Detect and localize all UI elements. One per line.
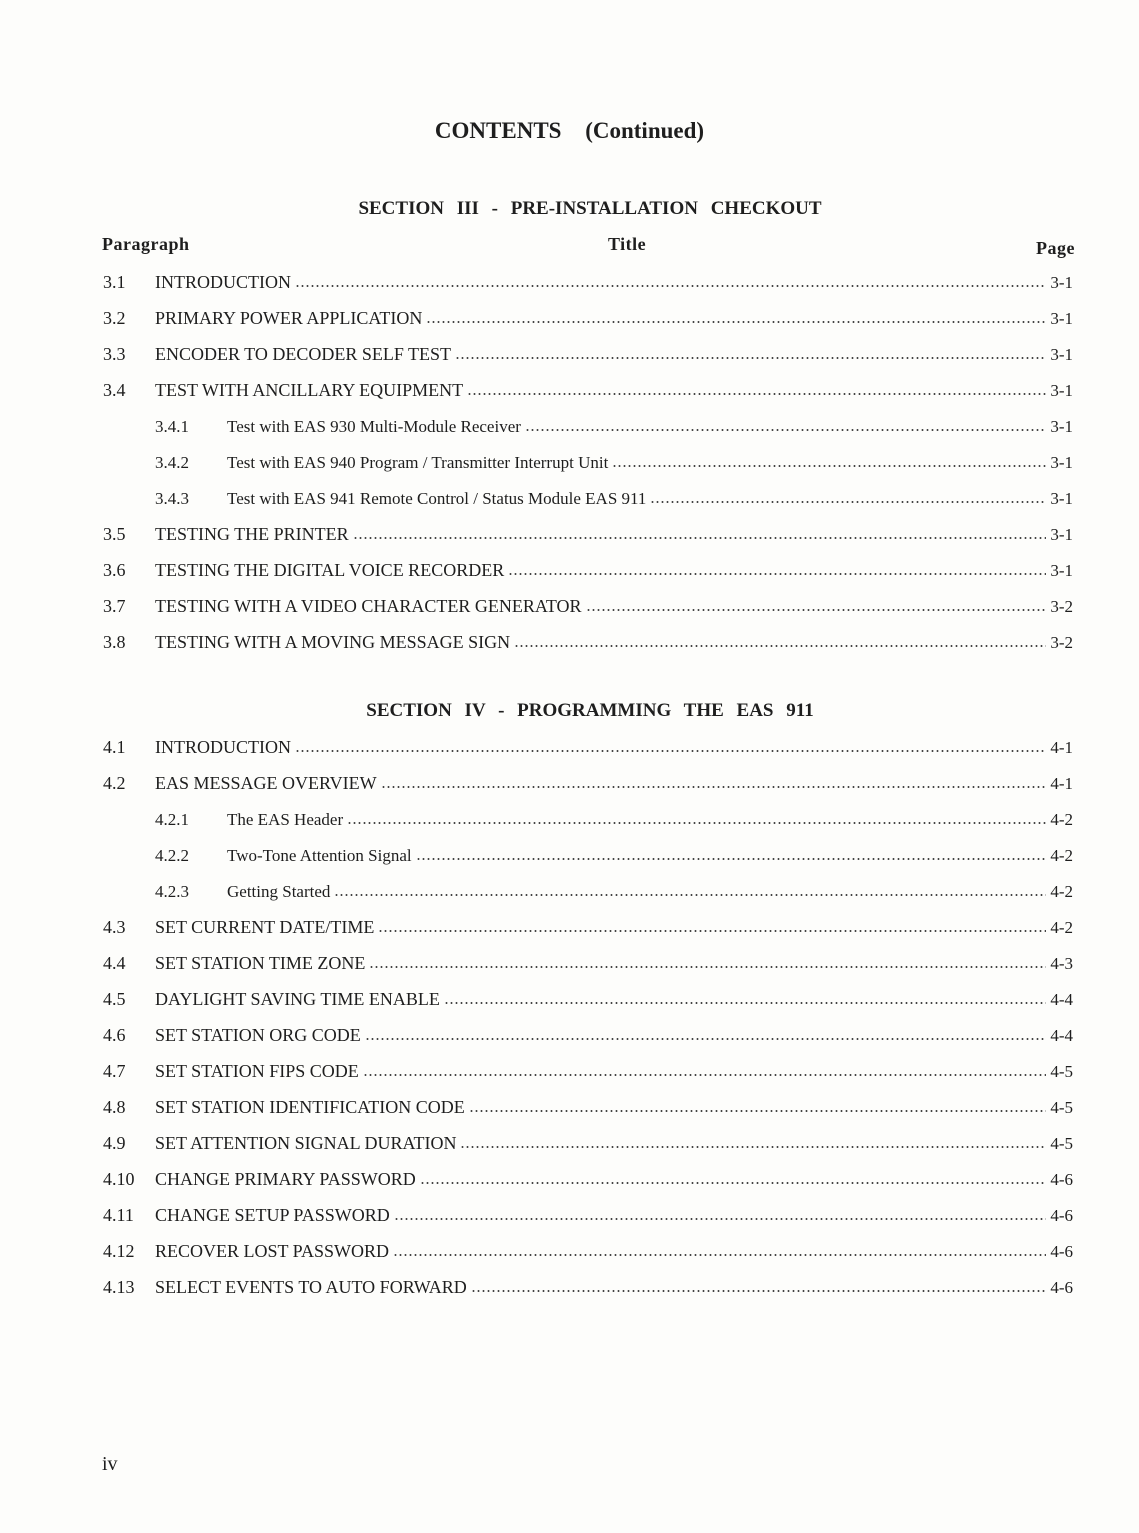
entry-title: TESTING WITH A VIDEO CHARACTER GENERATOR bbox=[155, 596, 582, 616]
entry-page: 4-1 bbox=[1050, 773, 1073, 793]
toc-entry[interactable] bbox=[103, 372, 1073, 408]
page-title: CONTENTS (Continued) bbox=[434, 118, 705, 143]
toc-entry[interactable] bbox=[103, 336, 1073, 372]
dot-leader bbox=[378, 929, 1046, 933]
entry-number: 4.1 bbox=[103, 737, 126, 757]
entry-page: 4-1 bbox=[1050, 737, 1073, 757]
dot-leader bbox=[381, 785, 1047, 789]
dot-leader bbox=[365, 1037, 1047, 1041]
entry-page: 4-3 bbox=[1050, 953, 1073, 973]
toc-subentry[interactable] bbox=[103, 444, 1073, 480]
column-header-paragraph: Paragraph bbox=[102, 234, 190, 254]
entry-page: 3-1 bbox=[1050, 452, 1073, 472]
toc-entry[interactable] bbox=[103, 1125, 1073, 1161]
entry-number: 3.4.1 bbox=[155, 416, 189, 436]
toc-subentry[interactable] bbox=[103, 873, 1073, 909]
entry-number: 3.8 bbox=[103, 632, 126, 652]
dot-leader bbox=[353, 536, 1047, 540]
dot-leader bbox=[586, 608, 1047, 612]
section-3-heading: SECTION III - PRE-INSTALLATION CHECKOUT bbox=[358, 198, 822, 219]
entry-page: 4-2 bbox=[1050, 809, 1073, 829]
entry-number: 4.2.3 bbox=[155, 881, 189, 901]
dot-leader bbox=[508, 572, 1046, 576]
entry-page: 4-5 bbox=[1050, 1133, 1073, 1153]
entry-page: 3-1 bbox=[1050, 524, 1073, 544]
toc-entry[interactable] bbox=[103, 945, 1073, 981]
entry-number: 4.10 bbox=[103, 1169, 135, 1189]
toc-subentry[interactable] bbox=[103, 801, 1073, 837]
toc-subentry[interactable] bbox=[103, 837, 1073, 873]
section-4-heading: SECTION IV - PROGRAMMING THE EAS 911 bbox=[366, 700, 814, 721]
toc-entry[interactable] bbox=[103, 1269, 1073, 1305]
toc-entry[interactable] bbox=[103, 1017, 1073, 1053]
entry-page: 4-6 bbox=[1050, 1241, 1073, 1261]
entry-page: 4-4 bbox=[1050, 989, 1073, 1009]
entry-title: DAYLIGHT SAVING TIME ENABLE bbox=[155, 989, 440, 1009]
toc-entry[interactable] bbox=[103, 981, 1073, 1017]
toc-entry[interactable] bbox=[103, 588, 1073, 624]
entry-title: Test with EAS 941 Remote Control / Status Module EAS 911 bbox=[227, 488, 647, 508]
section-4-toc bbox=[103, 729, 1073, 1305]
dot-leader bbox=[363, 1073, 1047, 1077]
entry-page: 3-1 bbox=[1050, 488, 1073, 508]
entry-page: 3-1 bbox=[1050, 344, 1073, 364]
toc-entry[interactable] bbox=[103, 1161, 1073, 1197]
dot-leader bbox=[295, 284, 1046, 288]
entry-title: Two-Tone Attention Signal bbox=[227, 845, 412, 865]
entry-number: 4.5 bbox=[103, 989, 126, 1009]
entry-number: 4.12 bbox=[103, 1241, 135, 1261]
toc-entry[interactable] bbox=[103, 1197, 1073, 1233]
dot-leader bbox=[426, 320, 1046, 324]
entry-title: TESTING WITH A MOVING MESSAGE SIGN bbox=[155, 632, 511, 652]
entry-title: SELECT EVENTS TO AUTO FORWARD bbox=[155, 1277, 467, 1297]
dot-leader bbox=[455, 356, 1046, 360]
entry-page: 4-5 bbox=[1050, 1061, 1073, 1081]
toc-entry[interactable] bbox=[103, 264, 1073, 300]
dot-leader bbox=[393, 1253, 1046, 1257]
entry-number: 4.2.2 bbox=[155, 845, 189, 865]
entry-page: 4-6 bbox=[1050, 1169, 1073, 1189]
entry-page: 4-4 bbox=[1050, 1025, 1073, 1045]
entry-number: 4.7 bbox=[103, 1061, 126, 1081]
entry-title: SET ATTENTION SIGNAL DURATION bbox=[155, 1133, 457, 1153]
entry-number: 3.6 bbox=[103, 560, 126, 580]
entry-number: 3.4.2 bbox=[155, 452, 189, 472]
entry-page: 4-6 bbox=[1050, 1205, 1073, 1225]
entry-title: Test with EAS 940 Program / Transmitter Interrupt Unit bbox=[227, 452, 609, 472]
entry-number: 4.2.1 bbox=[155, 809, 189, 829]
entry-page: 4-2 bbox=[1050, 917, 1073, 937]
entry-title: RECOVER LOST PASSWORD bbox=[155, 1241, 390, 1261]
toc-entry[interactable] bbox=[103, 552, 1073, 588]
entry-number: 4.2 bbox=[103, 773, 126, 793]
entry-page: 4-2 bbox=[1050, 845, 1073, 865]
toc-entry[interactable] bbox=[103, 1233, 1073, 1269]
entry-number: 4.8 bbox=[103, 1097, 126, 1117]
dot-leader bbox=[444, 1001, 1046, 1005]
entry-title: EAS MESSAGE OVERVIEW bbox=[155, 773, 377, 793]
entry-page: 3-1 bbox=[1050, 560, 1073, 580]
entry-page: 3-2 bbox=[1050, 596, 1073, 616]
entry-title: TESTING THE PRINTER bbox=[155, 524, 349, 544]
dot-leader bbox=[469, 1109, 1047, 1113]
entry-title: CHANGE PRIMARY PASSWORD bbox=[155, 1169, 416, 1189]
entry-number: 4.11 bbox=[103, 1205, 134, 1225]
toc-subentry[interactable] bbox=[103, 408, 1073, 444]
entry-title: INTRODUCTION bbox=[155, 737, 291, 757]
toc-entry[interactable] bbox=[103, 300, 1073, 336]
entry-title: TESTING THE DIGITAL VOICE RECORDER bbox=[155, 560, 505, 580]
entry-title: Getting Started bbox=[227, 881, 331, 901]
entry-title: Test with EAS 930 Multi-Module Receiver bbox=[227, 416, 521, 436]
entry-number: 4.13 bbox=[103, 1277, 135, 1297]
entry-number: 4.9 bbox=[103, 1133, 126, 1153]
dot-leader bbox=[334, 893, 1046, 897]
entry-number: 3.4.3 bbox=[155, 488, 189, 508]
entry-title: INTRODUCTION bbox=[155, 272, 291, 292]
entry-title: SET STATION FIPS CODE bbox=[155, 1061, 359, 1081]
dot-leader bbox=[650, 500, 1046, 504]
entry-title: SET STATION ORG CODE bbox=[155, 1025, 361, 1045]
dot-leader bbox=[347, 821, 1046, 825]
toc-subentry[interactable] bbox=[103, 480, 1073, 516]
entry-title: TEST WITH ANCILLARY EQUIPMENT bbox=[155, 380, 464, 400]
entry-number: 3.2 bbox=[103, 308, 126, 328]
dot-leader bbox=[514, 644, 1046, 648]
entry-number: 3.1 bbox=[103, 272, 126, 292]
dot-leader bbox=[525, 428, 1046, 432]
entry-page: 3-1 bbox=[1050, 416, 1073, 436]
entry-page: 4-2 bbox=[1050, 881, 1073, 901]
dot-leader bbox=[369, 965, 1046, 969]
entry-page: 3-1 bbox=[1050, 308, 1073, 328]
column-header-page: Page bbox=[1036, 238, 1075, 258]
dot-leader bbox=[394, 1217, 1047, 1221]
toc-entry[interactable] bbox=[103, 765, 1073, 801]
entry-page: 4-6 bbox=[1050, 1277, 1073, 1297]
entry-page: 3-1 bbox=[1050, 380, 1073, 400]
entry-number: 4.3 bbox=[103, 917, 126, 937]
entry-page: 3-2 bbox=[1050, 632, 1073, 652]
footer-page-number: iv bbox=[102, 1453, 118, 1475]
entry-title: CHANGE SETUP PASSWORD bbox=[155, 1205, 390, 1225]
dot-leader bbox=[295, 749, 1046, 753]
dot-leader bbox=[420, 1181, 1047, 1185]
entry-number: 3.7 bbox=[103, 596, 126, 616]
entry-number: 4.4 bbox=[103, 953, 126, 973]
entry-page: 4-5 bbox=[1050, 1097, 1073, 1117]
entry-title: The EAS Header bbox=[227, 809, 344, 829]
toc-entry[interactable] bbox=[103, 729, 1073, 765]
entry-title: SET STATION TIME ZONE bbox=[155, 953, 366, 973]
entry-title: SET CURRENT DATE/TIME bbox=[155, 917, 375, 937]
entry-number: 3.5 bbox=[103, 524, 126, 544]
dot-leader bbox=[416, 857, 1047, 861]
entry-number: 3.4 bbox=[103, 380, 126, 400]
toc-entry[interactable] bbox=[103, 516, 1073, 552]
dot-leader bbox=[612, 464, 1046, 468]
dot-leader bbox=[467, 392, 1046, 396]
entry-title: SET STATION IDENTIFICATION CODE bbox=[155, 1097, 465, 1117]
entry-title: ENCODER TO DECODER SELF TEST bbox=[155, 344, 452, 364]
toc-entry[interactable] bbox=[103, 909, 1073, 945]
entry-page: 3-1 bbox=[1050, 272, 1073, 292]
entry-number: 3.3 bbox=[103, 344, 126, 364]
entry-title: PRIMARY POWER APPLICATION bbox=[155, 308, 423, 328]
dot-leader bbox=[471, 1289, 1047, 1293]
toc-entry[interactable] bbox=[103, 1089, 1073, 1125]
section-3-toc bbox=[103, 264, 1073, 660]
dot-leader bbox=[460, 1145, 1046, 1149]
entry-number: 4.6 bbox=[103, 1025, 126, 1045]
toc-entry[interactable] bbox=[103, 1053, 1073, 1089]
toc-entry[interactable] bbox=[103, 624, 1073, 660]
column-header-title: Title bbox=[608, 234, 647, 254]
